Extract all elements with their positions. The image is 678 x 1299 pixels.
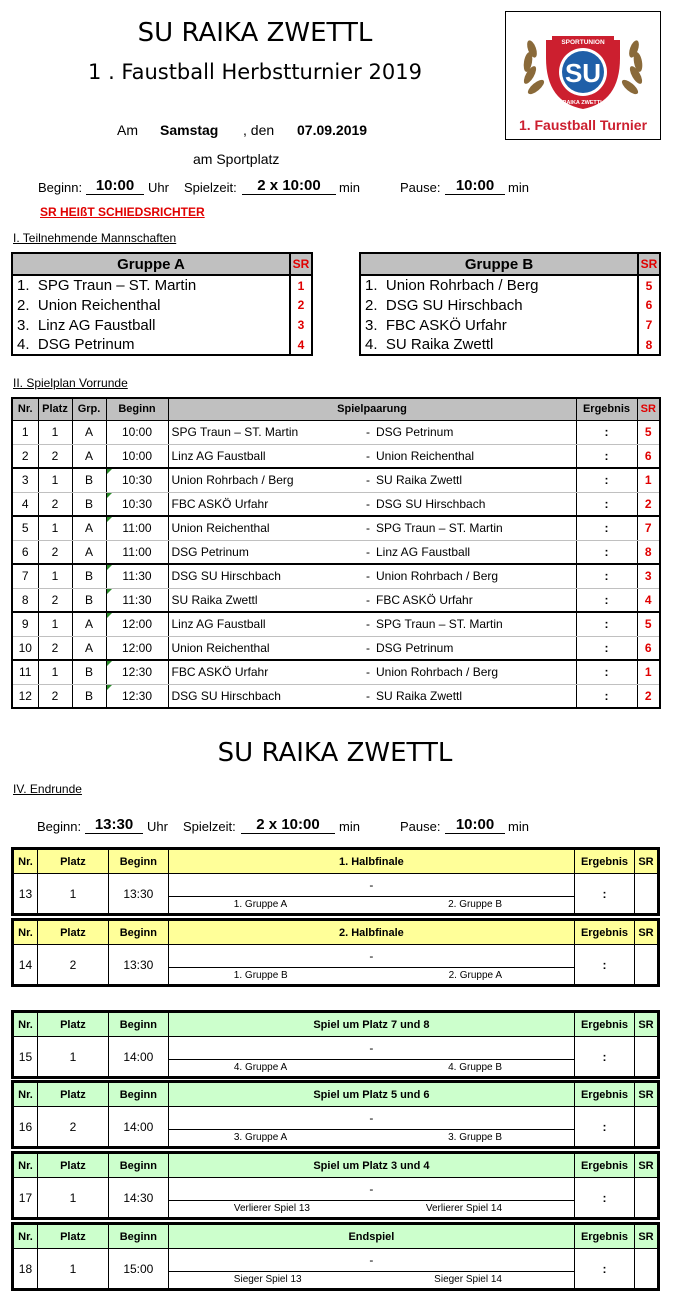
final-sr[interactable] — [634, 874, 657, 914]
logo-caption: 1. Faustball Turnier — [518, 117, 648, 133]
final-pairing: - 1. Gruppe A 2. Gruppe B — [168, 874, 574, 914]
cell-ergebnis[interactable]: : — [576, 516, 637, 540]
table-row — [12, 564, 660, 588]
cell-platz: 2 — [38, 684, 72, 708]
cell-sr: 1 — [637, 660, 660, 684]
col-sr: SR — [637, 398, 660, 420]
final-beginn: 14:00 — [108, 1107, 168, 1147]
cell-sr: 4 — [637, 588, 660, 612]
cell-sr: 7 — [637, 516, 660, 540]
final-col-ergebnis: Ergebnis — [575, 1225, 635, 1249]
final-col-nr: Nr. — [14, 1154, 38, 1178]
final-col-sr: SR — [634, 1083, 657, 1107]
final-title: Spiel um Platz 3 und 4 — [168, 1154, 574, 1178]
cell-team-2: - DSG Petrinum — [363, 636, 576, 660]
col-beginn: Beginn — [106, 398, 168, 420]
svg-text:RAIKA ZWETTL: RAIKA ZWETTL — [562, 100, 604, 106]
spielplan-table — [11, 397, 661, 709]
table-row — [12, 588, 660, 612]
cell-nr: 4 — [12, 492, 38, 516]
table-row — [12, 516, 660, 540]
final-col-platz: Platz — [37, 1225, 108, 1249]
section-endrunde: IV. Endrunde — [13, 782, 82, 796]
uhr-label: Uhr — [148, 180, 169, 195]
final-col-beginn: Beginn — [108, 921, 168, 945]
final-sr[interactable] — [634, 1107, 657, 1147]
cell-ergebnis[interactable]: : — [576, 564, 637, 588]
final-block — [11, 1080, 660, 1149]
cell-grp: B — [72, 684, 106, 708]
final-col-beginn: Beginn — [108, 1083, 168, 1107]
final-team-b: Verlierer Spiel 14 — [425, 1203, 503, 1214]
final-team-b: Sieger Spiel 14 — [434, 1274, 502, 1285]
cell-team-1: SU Raika Zwettl — [168, 588, 363, 612]
cell-ergebnis[interactable]: : — [576, 420, 637, 444]
final-block — [11, 847, 660, 916]
team-name: SPG Traun – ST. Martin — [37, 277, 197, 294]
final-col-ergebnis: Ergebnis — [575, 850, 635, 874]
cell-platz: 1 — [38, 660, 72, 684]
cell-beginn: 11:30 — [106, 564, 168, 588]
cell-team-1: DSG Petrinum — [168, 540, 363, 564]
final-col-platz: Platz — [37, 1083, 108, 1107]
final-col-nr: Nr. — [14, 1013, 38, 1037]
min-label: min — [339, 180, 360, 195]
cell-team-2: - Linz AG Faustball — [363, 540, 576, 564]
cell-team-2: - Union Reichenthal — [363, 444, 576, 468]
col-ergebnis: Ergebnis — [576, 398, 637, 420]
cell-ergebnis[interactable]: : — [576, 492, 637, 516]
final-beginn: 15:00 — [108, 1249, 168, 1289]
cell-team-2: - Union Rohrbach / Berg — [363, 564, 576, 588]
cell-team-1: SPG Traun – ST. Martin — [168, 420, 363, 444]
final-col-platz: Platz — [37, 1013, 108, 1037]
cell-beginn: 11:00 — [106, 516, 168, 540]
cell-grp: A — [72, 612, 106, 636]
final-pairing: - Sieger Spiel 13 Sieger Spiel 14 — [168, 1249, 574, 1289]
final-col-platz: Platz — [37, 921, 108, 945]
final-ergebnis[interactable]: : — [575, 1178, 635, 1218]
team-name: DSG Petrinum — [37, 336, 135, 353]
end-min-label-2: min — [508, 819, 529, 834]
cell-sr: 3 — [637, 564, 660, 588]
cell-platz: 2 — [38, 540, 72, 564]
club-logo — [505, 11, 661, 140]
spielzeit-value: 2 x 10:00 — [242, 177, 336, 195]
col-nr: Nr. — [12, 398, 38, 420]
final-team-a: 1. Gruppe B — [233, 970, 288, 981]
cell-sr: 8 — [637, 540, 660, 564]
col-grp: Grp. — [72, 398, 106, 420]
cell-beginn: 11:30 — [106, 588, 168, 612]
gruppe-b-sr-header: SR — [638, 253, 660, 275]
cell-grp: B — [72, 492, 106, 516]
end-beginn-label: Beginn: — [37, 819, 82, 834]
table-row — [12, 492, 660, 516]
min-label-2: min — [508, 180, 529, 195]
den-label: , den — [243, 122, 275, 138]
final-title: 1. Halbfinale — [168, 850, 574, 874]
final-sr[interactable] — [634, 1249, 657, 1289]
final-title: Spiel um Platz 5 und 6 — [168, 1083, 574, 1107]
page-subtitle: 1 . Faustball Herbstturnier 2019 — [88, 60, 422, 84]
cell-platz: 2 — [38, 444, 72, 468]
final-platz: 1 — [37, 1249, 108, 1289]
team-name: SU Raika Zwettl — [385, 336, 494, 353]
final-nr: 17 — [14, 1178, 38, 1218]
cell-beginn: 12:00 — [106, 612, 168, 636]
cell-platz: 2 — [38, 636, 72, 660]
cell-nr: 9 — [12, 612, 38, 636]
page-title: SU RAIKA ZWETTL — [137, 18, 373, 48]
final-ergebnis[interactable]: : — [575, 945, 635, 985]
cell-ergebnis[interactable]: : — [576, 612, 637, 636]
final-platz: 2 — [37, 945, 108, 985]
cell-team-1: FBC ASKÖ Urfahr — [168, 660, 363, 684]
final-platz: 1 — [37, 874, 108, 914]
beginn-label: Beginn: — [38, 180, 83, 195]
end-min-label: min — [339, 819, 360, 834]
final-title: Spiel um Platz 7 und 8 — [168, 1013, 574, 1037]
cell-sr: 2 — [637, 492, 660, 516]
final-ergebnis[interactable]: : — [575, 1037, 635, 1077]
final-col-beginn: Beginn — [108, 1225, 168, 1249]
col-platz: Platz — [38, 398, 72, 420]
cell-beginn: 10:00 — [106, 420, 168, 444]
cell-sr: 6 — [637, 636, 660, 660]
col-spielpaarung: Spielpaarung — [168, 398, 576, 420]
cell-ergebnis[interactable]: : — [576, 660, 637, 684]
gruppe-a-sr-header: SR — [290, 253, 312, 275]
final-team-b: 2. Gruppe B — [448, 899, 502, 910]
final-ergebnis[interactable]: : — [575, 874, 635, 914]
final-col-platz: Platz — [37, 850, 108, 874]
gruppe-a-table: Gruppe A SR 1. SPG Traun – ST. Martin 1 2. Union Reichenthal 2 3. Linz AG Faustball 3 4. DSG Petrinum 4 — [11, 252, 313, 356]
cell-beginn: 11:00 — [106, 540, 168, 564]
final-team-a: 3. Gruppe A — [233, 1132, 288, 1143]
cell-platz: 1 — [38, 468, 72, 492]
section-spielplan: II. Spielplan Vorrunde — [13, 376, 128, 390]
cell-beginn: 10:30 — [106, 468, 168, 492]
section-teilnehmer: I. Teilnehmende Mannschaften — [13, 231, 177, 245]
cell-team-1: Union Rohrbach / Berg — [168, 468, 363, 492]
pause-value: 10:00 — [445, 177, 505, 195]
cell-team-2: - SU Raika Zwettl — [363, 468, 576, 492]
cell-nr: 12 — [12, 684, 38, 708]
team-name: Union Rohrbach / Berg — [385, 277, 539, 294]
date: 07.09.2019 — [297, 122, 368, 138]
cell-grp: B — [72, 588, 106, 612]
team-name: Union Reichenthal — [37, 296, 161, 314]
final-platz: 2 — [37, 1107, 108, 1147]
table-row — [12, 444, 660, 468]
final-block — [11, 1010, 660, 1079]
cell-nr: 8 — [12, 588, 38, 612]
final-beginn: 14:00 — [108, 1037, 168, 1077]
final-pairing: - Verlierer Spiel 13 Verlierer Spiel 14 — [168, 1178, 574, 1218]
cell-grp: B — [72, 564, 106, 588]
final-team-b: 4. Gruppe B — [448, 1062, 503, 1073]
final-beginn: 14:30 — [108, 1178, 168, 1218]
final-col-beginn: Beginn — [108, 850, 168, 874]
team-name: DSG SU Hirschbach — [385, 296, 523, 314]
final-col-platz: Platz — [37, 1154, 108, 1178]
svg-text:SPORTUNION: SPORTUNION — [561, 39, 605, 46]
final-col-nr: Nr. — [14, 1083, 38, 1107]
final-nr: 13 — [14, 874, 38, 914]
final-block — [11, 1151, 660, 1220]
team-name: FBC ASKÖ Urfahr — [385, 316, 507, 334]
cell-grp: A — [72, 444, 106, 468]
cell-nr: 2 — [12, 444, 38, 468]
final-platz: 1 — [37, 1037, 108, 1077]
final-col-ergebnis: Ergebnis — [575, 1154, 635, 1178]
final-block — [11, 918, 660, 987]
location: am Sportplatz — [193, 151, 280, 167]
cell-ergebnis[interactable]: : — [576, 588, 637, 612]
cell-team-2: - SPG Traun – ST. Martin — [363, 612, 576, 636]
final-col-sr: SR — [634, 1154, 657, 1178]
cell-ergebnis[interactable]: : — [576, 684, 637, 708]
cell-ergebnis[interactable]: : — [576, 540, 637, 564]
cell-nr: 11 — [12, 660, 38, 684]
day: Samstag — [160, 122, 219, 138]
final-team-a: 1. Gruppe A — [233, 899, 288, 910]
cell-team-2: - DSG SU Hirschbach — [363, 492, 576, 516]
cell-team-2: - DSG Petrinum — [363, 420, 576, 444]
team-name: Linz AG Faustball — [37, 316, 156, 334]
cell-grp: A — [72, 420, 106, 444]
cell-team-2: - Union Rohrbach / Berg — [363, 660, 576, 684]
cell-beginn: 12:30 — [106, 660, 168, 684]
final-sr[interactable] — [634, 945, 657, 985]
page-title-2: SU RAIKA ZWETTL — [217, 738, 453, 768]
final-ergebnis[interactable]: : — [575, 1249, 635, 1289]
cell-platz: 2 — [38, 588, 72, 612]
final-beginn: 13:30 — [108, 874, 168, 914]
end-spielzeit-label: Spielzeit: — [183, 819, 236, 834]
cell-nr: 7 — [12, 564, 38, 588]
final-col-nr: Nr. — [14, 921, 38, 945]
final-col-nr: Nr. — [14, 1225, 38, 1249]
cell-beginn: 10:30 — [106, 492, 168, 516]
cell-ergebnis[interactable]: : — [576, 468, 637, 492]
final-col-beginn: Beginn — [108, 1154, 168, 1178]
am-label: Am — [117, 122, 138, 138]
final-block — [11, 1222, 660, 1291]
end-spielzeit-value: 2 x 10:00 — [241, 816, 335, 834]
final-title: Endspiel — [168, 1225, 574, 1249]
cell-team-2: - FBC ASKÖ Urfahr — [363, 588, 576, 612]
sr-note: SR HEIßT SCHIEDSRICHTER — [40, 205, 205, 219]
final-col-nr: Nr. — [14, 850, 38, 874]
cell-team-1: FBC ASKÖ Urfahr — [168, 492, 363, 516]
cell-platz: 1 — [38, 516, 72, 540]
final-nr: 14 — [14, 945, 38, 985]
cell-sr: 1 — [637, 468, 660, 492]
cell-team-1: Union Reichenthal — [168, 516, 363, 540]
cell-platz: 1 — [38, 564, 72, 588]
end-pause-value: 10:00 — [445, 816, 505, 834]
cell-nr: 5 — [12, 516, 38, 540]
cell-beginn: 10:00 — [106, 444, 168, 468]
cell-team-1: Linz AG Faustball — [168, 444, 363, 468]
cell-grp: A — [72, 516, 106, 540]
final-pairing: - 4. Gruppe A 4. Gruppe B — [168, 1037, 574, 1077]
final-team-a: 4. Gruppe A — [233, 1062, 288, 1073]
table-row — [12, 660, 660, 684]
final-sr[interactable] — [634, 1178, 657, 1218]
cell-sr: 5 — [637, 612, 660, 636]
end-uhr-label: Uhr — [147, 819, 168, 834]
gruppe-b-title: Gruppe B — [360, 253, 638, 275]
final-pairing: - 1. Gruppe B 2. Gruppe A — [168, 945, 574, 985]
cell-beginn: 12:00 — [106, 636, 168, 660]
spielzeit-label: Spielzeit: — [184, 180, 237, 195]
final-team-b: 3. Gruppe B — [448, 1132, 503, 1143]
final-team-a: Sieger Spiel 13 — [233, 1274, 302, 1285]
final-beginn: 13:30 — [108, 945, 168, 985]
cell-grp: B — [72, 660, 106, 684]
final-nr: 16 — [14, 1107, 38, 1147]
final-team-b: 2. Gruppe A — [448, 970, 502, 981]
table-row — [12, 612, 660, 636]
beginn-value: 10:00 — [86, 177, 144, 195]
end-pause-label: Pause: — [400, 819, 441, 834]
cell-nr: 10 — [12, 636, 38, 660]
final-col-ergebnis: Ergebnis — [575, 1013, 635, 1037]
pause-label: Pause: — [400, 180, 441, 195]
final-ergebnis[interactable]: : — [575, 1107, 635, 1147]
cell-sr: 6 — [637, 444, 660, 468]
cell-beginn: 12:30 — [106, 684, 168, 708]
table-row — [12, 468, 660, 492]
cell-team-2: - SPG Traun – ST. Martin — [363, 516, 576, 540]
table-row — [12, 636, 660, 660]
cell-ergebnis[interactable]: : — [576, 636, 637, 660]
final-col-sr: SR — [634, 1013, 657, 1037]
cell-team-1: DSG SU Hirschbach — [168, 684, 363, 708]
gruppe-a-title: Gruppe A — [12, 253, 290, 275]
cell-nr: 1 — [12, 420, 38, 444]
cell-ergebnis[interactable]: : — [576, 444, 637, 468]
table-row — [12, 420, 660, 444]
cell-nr: 6 — [12, 540, 38, 564]
cell-team-2: - SU Raika Zwettl — [363, 684, 576, 708]
cell-grp: B — [72, 468, 106, 492]
final-col-sr: SR — [634, 850, 657, 874]
end-beginn-value: 13:30 — [85, 816, 143, 834]
final-team-a: Verlierer Spiel 13 — [233, 1203, 310, 1214]
final-col-beginn: Beginn — [108, 1013, 168, 1037]
final-pairing: - 3. Gruppe A 3. Gruppe B — [168, 1107, 574, 1147]
final-col-sr: SR — [634, 921, 657, 945]
cell-sr: 2 — [637, 684, 660, 708]
final-nr: 15 — [14, 1037, 38, 1077]
cell-team-1: Union Reichenthal — [168, 636, 363, 660]
cell-platz: 1 — [38, 612, 72, 636]
cell-nr: 3 — [12, 468, 38, 492]
cell-platz: 1 — [38, 420, 72, 444]
gruppe-b-table: Gruppe B SR 1. Union Rohrbach / Berg 5 2. DSG SU Hirschbach 6 3. FBC ASKÖ Urfahr 7 4. SU Raika Zwettl 8 — [359, 252, 661, 356]
cell-sr: 5 — [637, 420, 660, 444]
cell-grp: A — [72, 636, 106, 660]
final-col-sr: SR — [634, 1225, 657, 1249]
final-col-ergebnis: Ergebnis — [575, 921, 635, 945]
final-col-ergebnis: Ergebnis — [575, 1083, 635, 1107]
table-row — [12, 684, 660, 708]
final-nr: 18 — [14, 1249, 38, 1289]
table-row — [12, 540, 660, 564]
final-sr[interactable] — [634, 1037, 657, 1077]
sportunion-emblem — [506, 12, 660, 112]
svg-text:SU: SU — [564, 58, 602, 88]
cell-platz: 2 — [38, 492, 72, 516]
final-platz: 1 — [37, 1178, 108, 1218]
cell-team-1: DSG SU Hirschbach — [168, 564, 363, 588]
cell-grp: A — [72, 540, 106, 564]
final-title: 2. Halbfinale — [168, 921, 574, 945]
cell-team-1: Linz AG Faustball — [168, 612, 363, 636]
